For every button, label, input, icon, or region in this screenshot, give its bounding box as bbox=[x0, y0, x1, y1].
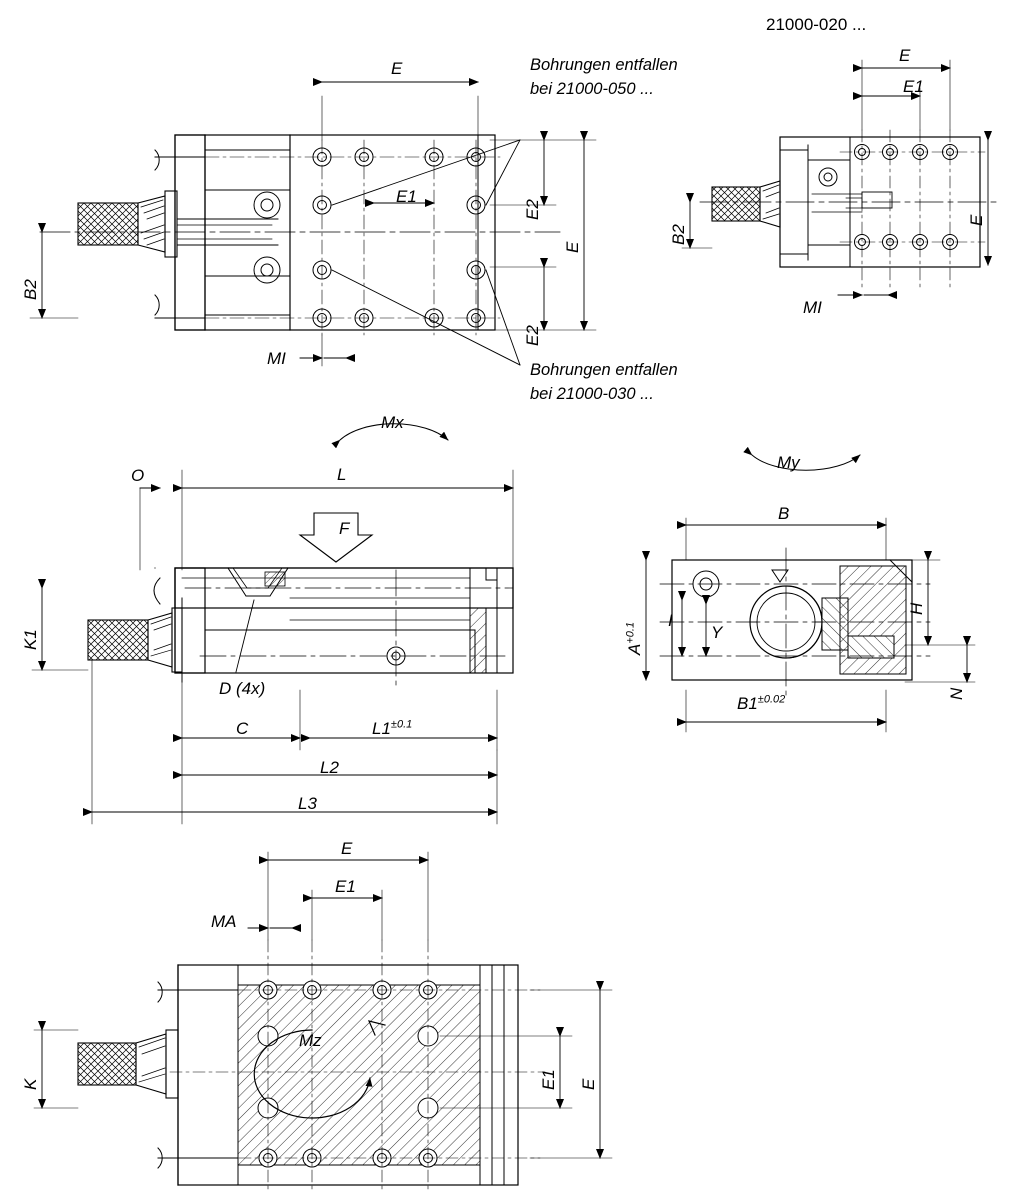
dim-label-E-topleft: E bbox=[391, 59, 403, 78]
dim-label-E-topright: E bbox=[899, 46, 911, 65]
dim-label-B1-text: B1 bbox=[737, 694, 758, 713]
load-label-F: F bbox=[339, 519, 350, 538]
dim-label-O: O bbox=[131, 466, 145, 485]
dim-label-L2: L2 bbox=[320, 758, 339, 777]
dim-label-A bbox=[624, 622, 645, 655]
dim-label-E2-lower: E2 bbox=[523, 325, 542, 346]
moment-label-My: My bbox=[777, 453, 800, 472]
note-top-line1: Bohrungen entfallen bbox=[530, 56, 678, 74]
dim-label-E1-topleft: E1 bbox=[396, 187, 417, 206]
dim-tol-L1: ±0.1 bbox=[390, 718, 413, 731]
dim-tol-B1: ±0.02 bbox=[757, 693, 786, 706]
dim-label-E-bottom-right: E bbox=[579, 1078, 598, 1090]
hole-label-D4x: D (4x) bbox=[219, 679, 266, 698]
note-top-line2: bei 21000-050 ... bbox=[530, 80, 654, 98]
dim-label-B2-topright: B2 bbox=[669, 224, 688, 245]
note-bottom-line2: bei 21000-030 ... bbox=[530, 385, 654, 403]
dim-label-Y: Y bbox=[711, 623, 723, 642]
dim-label-H: H bbox=[907, 602, 926, 615]
dim-label-K: K bbox=[21, 1078, 40, 1090]
dim-label-E2-upper: E2 bbox=[523, 199, 542, 220]
dim-label-L1 bbox=[372, 718, 412, 739]
dim-label-B: B bbox=[778, 504, 790, 523]
drawing-title: 21000-020 ... bbox=[766, 15, 867, 34]
moment-label-Mx: Mx bbox=[381, 413, 404, 432]
dim-tol-A: +0.1 bbox=[624, 621, 637, 644]
dim-label-E1-bottom-top: E1 bbox=[335, 877, 356, 896]
dim-label-K1: K1 bbox=[21, 629, 40, 650]
dim-label-E-bottom-top: E bbox=[341, 839, 353, 858]
dim-label-MA: MA bbox=[211, 912, 237, 931]
dim-label-L: L bbox=[337, 465, 347, 484]
dim-label-B1 bbox=[737, 693, 785, 714]
dim-label-E1-bottom-right: E1 bbox=[539, 1069, 558, 1090]
dim-label-E1-topright: E1 bbox=[903, 77, 924, 96]
dim-label-L1-text: L1 bbox=[372, 719, 391, 738]
dim-label-MI-topleft: MI bbox=[267, 349, 286, 368]
moment-label-Mz: Mz bbox=[299, 1031, 322, 1050]
dim-label-E-topright-side: E bbox=[967, 214, 986, 226]
dim-label-B2-topleft: B2 bbox=[21, 279, 40, 300]
dim-label-MI-topright: MI bbox=[803, 298, 822, 317]
dim-label-I: I bbox=[668, 611, 673, 630]
dim-label-C: C bbox=[236, 719, 249, 738]
dim-label-A-text: A bbox=[625, 643, 644, 655]
dim-label-L3: L3 bbox=[298, 794, 317, 813]
dim-label-E-topleft-right: E bbox=[563, 241, 582, 253]
dim-label-N: N bbox=[947, 687, 966, 700]
note-bottom-line1: Bohrungen entfallen bbox=[530, 361, 678, 379]
